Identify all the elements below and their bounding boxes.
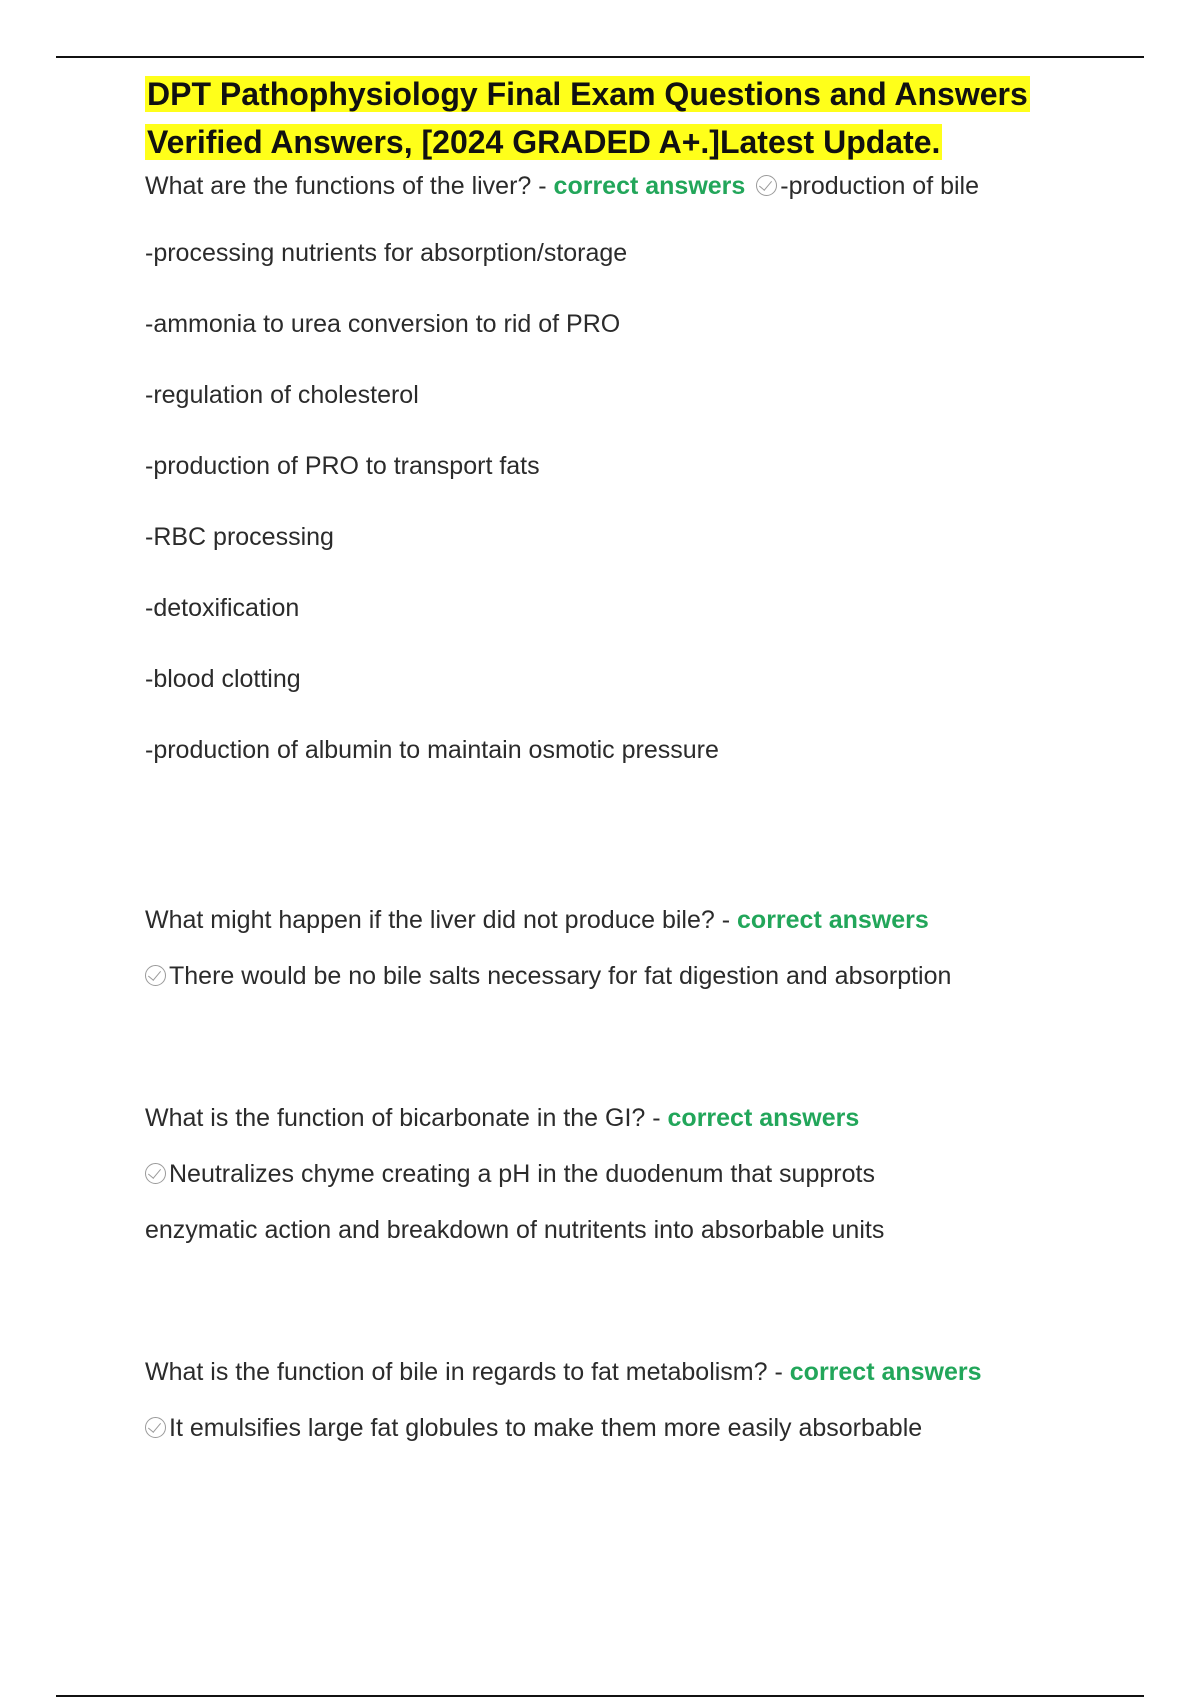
answer-line [145, 1400, 1105, 1456]
question-line [145, 166, 1105, 206]
check-circle-icon [756, 175, 777, 196]
question-line [145, 1344, 1105, 1400]
answer-text: It emulsifies large fat globules to make them more easily absorbable [169, 1414, 923, 1442]
question-line [145, 892, 1105, 948]
qa-block-liver-functions [145, 166, 1105, 786]
question-text: What is the function of bile in regards to fat metabolism? - [145, 1358, 790, 1386]
list-item: -blood clotting [145, 665, 301, 693]
answer-text: Neutralizes chyme creating a pH in the duodenum that supprots [169, 1160, 875, 1188]
qa-block-no-bile [145, 892, 1105, 1004]
question-line [145, 1090, 1105, 1146]
qa-block-bile-fat-metabolism [145, 1344, 1105, 1456]
list-item: -detoxification [145, 594, 300, 622]
list-item: -ammonia to urea conversion to rid of PRO [145, 310, 621, 338]
list-item: -production of albumin to maintain osmotic pressure [145, 736, 719, 764]
title-line-1: DPT Pathophysiology Final Exam Questions and Answers [147, 76, 1028, 112]
bottom-rule [56, 1695, 1144, 1697]
check-circle-icon [145, 965, 166, 986]
answer-line [145, 948, 1105, 1004]
answer-line-continued: enzymatic action and breakdown of nutritents into absorbable units [145, 1216, 885, 1244]
document-title [145, 70, 1105, 166]
correct-answers-tag: correct answers [737, 906, 929, 934]
top-rule [56, 56, 1144, 58]
answer-text: -production of bile [780, 172, 980, 200]
correct-answers-tag: correct answers [667, 1104, 860, 1132]
list-item: -regulation of cholesterol [145, 381, 419, 409]
qa-block-bicarbonate [145, 1090, 1105, 1258]
list-item: -production of PRO to transport fats [145, 452, 540, 480]
correct-answers-tag: correct answers [553, 172, 746, 200]
check-circle-icon [145, 1417, 166, 1438]
document-page [145, 70, 1105, 1456]
title-line-2: Verified Answers, [2024 GRADED A+.]Latest Update. [147, 124, 941, 160]
correct-answers-tag: correct answers [789, 1358, 982, 1386]
list-item: -processing nutrients for absorption/storage [145, 239, 628, 267]
answer-line [145, 1146, 1105, 1202]
question-text: What is the function of bicarbonate in the GI? - [145, 1104, 668, 1132]
list-item: -RBC processing [145, 523, 334, 551]
question-text: What are the functions of the liver? - [145, 172, 554, 200]
question-text: What might happen if the liver did not produce bile? - [145, 906, 738, 934]
check-circle-icon [145, 1163, 166, 1184]
answer-text: There would be no bile salts necessary for fat digestion and absorption [169, 962, 952, 990]
